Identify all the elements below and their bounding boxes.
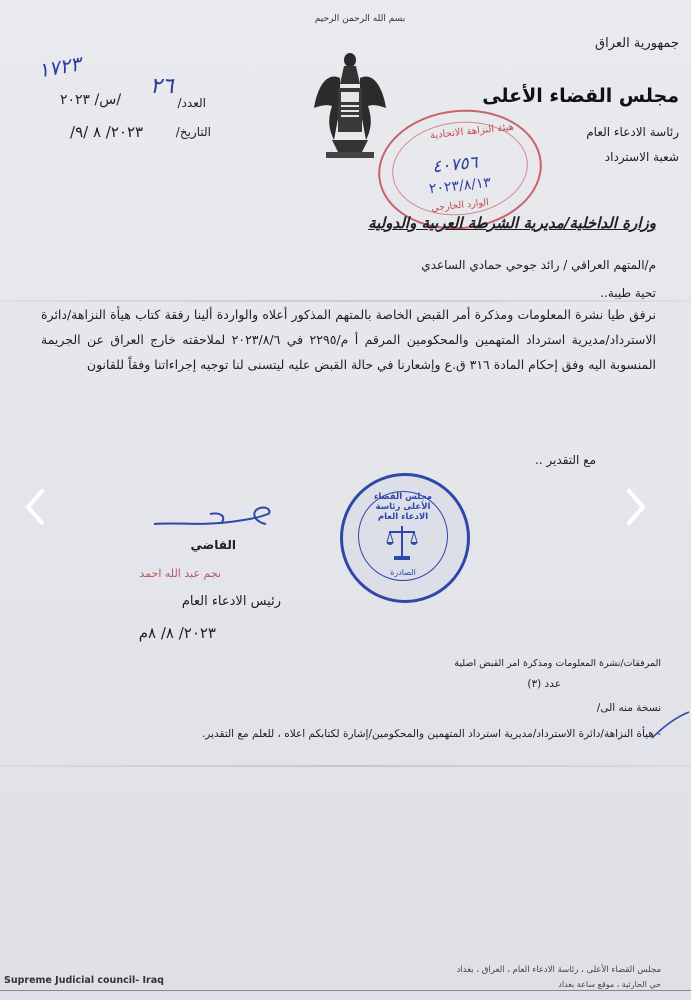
scales-of-justice-icon xyxy=(384,522,420,562)
signature-scribble xyxy=(150,502,280,538)
council-title: مجلس القضاء الأعلى xyxy=(482,85,679,107)
footer-divider xyxy=(0,990,691,991)
addressee-ministry: وزارة الداخلية/مديرية الشرطة العربية والدولية xyxy=(368,214,656,232)
body-paragraph: نرفق طيا نشرة المعلومات ومذكرة أمر القبض الخاصة بالمتهم المذكور أعلاه والواردة ألينا رفقة كتاب هيأة النزاهة/دائرة الاسترداد/مديرية استرداد المتهمين والمحكومين المرقم أ م/٢٢٩٥ في ٢٠٢٣/٨/٦ لملاحقته خارج العراق عن الجريمة المنسوبة اليه وفق إحكام المادة ٣١٦ ق.ع وإشعارنا في حالة القبض عليه ليتسنى لنا توجيه إجراءاتنا وفقاً للقانون xyxy=(41,307,656,372)
republic-label: جمهورية العراق xyxy=(595,36,679,51)
footer-english-text: Supreme Judicial council- Iraq xyxy=(4,975,164,986)
number-label: العدد/ xyxy=(177,96,206,110)
footer-address-line2: حي الحارثية ، موقع ساعة بغداد xyxy=(558,980,661,989)
presidency-label: رئاسة الادعاء العام xyxy=(586,125,679,139)
next-image-button[interactable] xyxy=(615,485,655,529)
received-stamp-date: ٢٠٢٣/٨/١٣ xyxy=(428,174,492,198)
received-stamp-number: ٤٠٧٥٦ xyxy=(431,152,479,178)
date-label: التاريخ/ xyxy=(175,125,211,139)
pen-stroke-mark xyxy=(650,708,691,742)
paper-fold-line xyxy=(0,765,691,767)
copy-to-label: نسخة منه الى/ xyxy=(596,702,661,714)
received-stamp-authority: هيئة النزاهة الاتحادية xyxy=(429,121,515,142)
date-value: ٢٠٢٣/ ٨ /٩/ xyxy=(70,123,144,141)
official-seal-text: مجلس القضاء الأعلى رئاسة الادعاء العام xyxy=(374,492,432,522)
handwritten-reference: ١٧٢٣ xyxy=(36,51,83,83)
number-value: /س/ ٢٠٢٣ xyxy=(60,92,122,108)
received-stamp-department: الوارد الخارجي xyxy=(430,197,490,214)
regards-text: مع التقدير .. xyxy=(534,453,596,467)
attachments-label: المرفقات/نشرة المعلومات ومذكرة امر القبض اصلية xyxy=(454,658,661,669)
copy-to-item: - هيأة النزاهة/دائرة الاسترداد/مديرية استرداد المتهمين والمحكومين/إشارة لكتابكم اعلاه ، للعلم مع التقدير. xyxy=(201,728,661,740)
handwritten-number: ٢٦ xyxy=(150,74,174,99)
chevron-right-icon xyxy=(615,485,655,529)
signature-date: ٢٠٢٣/ ٨/ ٨م xyxy=(138,624,216,642)
attachments-count: عدد (٣) xyxy=(527,678,561,690)
bismillah-text: بسم الله الرحمن الرحيم xyxy=(314,14,406,24)
signatory-title: القاضي xyxy=(190,538,236,552)
previous-image-button[interactable] xyxy=(16,485,56,529)
division-label: شعبة الاسترداد xyxy=(604,150,679,164)
chevron-left-icon xyxy=(16,485,56,529)
signatory-name: نجم عبد الله احمد xyxy=(139,567,221,580)
official-seal-label: الصادرة xyxy=(390,568,416,577)
iraq-eagle-emblem-icon xyxy=(310,48,390,160)
subject-line: م/المتهم العراقي / رائد جوحي حمادي الساعدي xyxy=(421,258,656,272)
greeting-text: تحية طيبة.. xyxy=(600,286,656,300)
signatory-position: رئيس الادعاء العام xyxy=(181,594,281,609)
footer-address-line1: مجلس القضاء الأعلى ، رئاسة الادعاء العام ، العراق ، بغداد xyxy=(456,965,661,975)
